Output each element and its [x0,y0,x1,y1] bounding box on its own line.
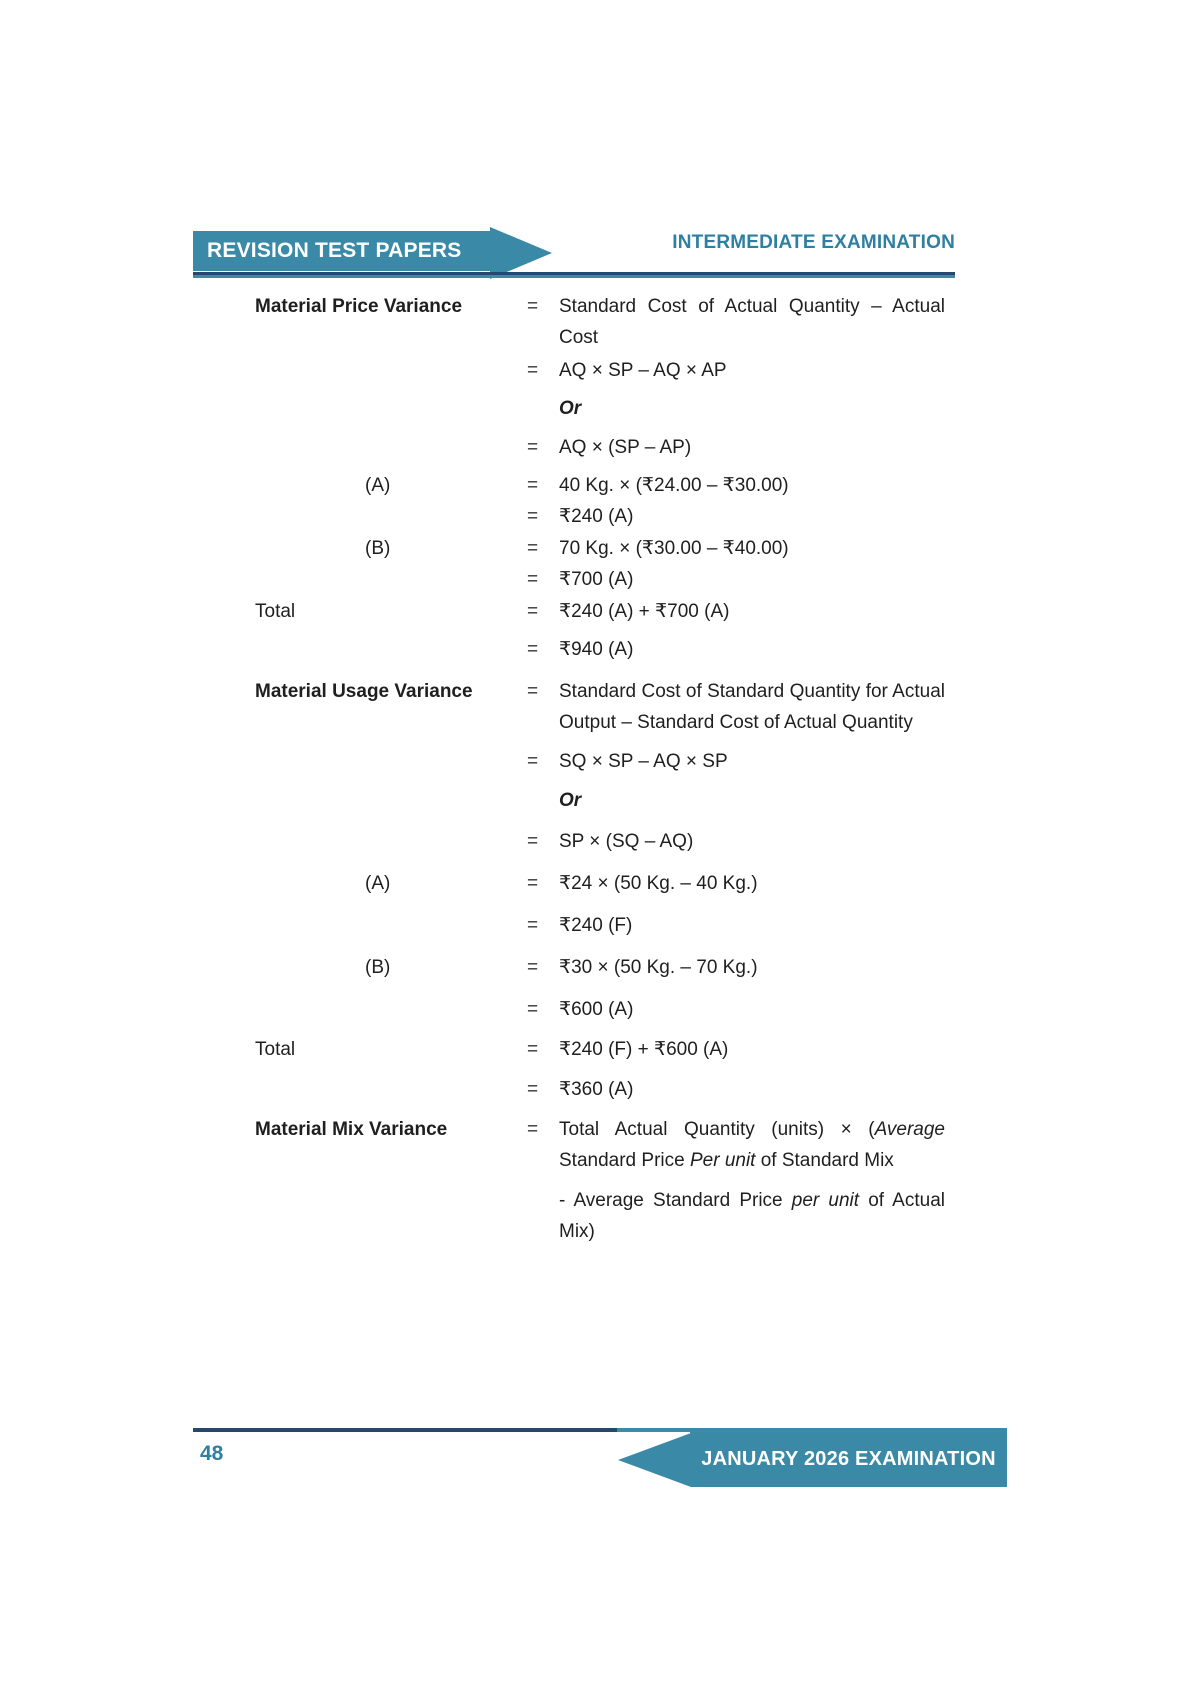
footer-banner-label: JANUARY 2026 EXAMINATION [701,1448,996,1470]
footer-banner-arrow [618,1433,691,1487]
row-value: Total Actual Quantity (units) × (Average Standard Price Per unit of Standard Mix [559,1119,945,1171]
equals-sign: = [527,360,539,381]
equals-sign: = [527,475,539,496]
row-value: ₹940 (A) [559,639,634,660]
table-row [255,355,945,386]
header-rule [193,272,955,278]
equals-sign: = [527,1039,539,1060]
table-row [255,868,945,899]
footer-rule-dark [193,1428,617,1432]
row-value: ₹240 (A) [559,506,634,527]
equals-sign: = [527,681,539,702]
table-row [255,393,945,424]
row-value: ₹240 (F) + ₹600 (A) [559,1039,729,1060]
page-number: 48 [200,1442,224,1465]
row-value: SQ × SP – AQ × SP [559,751,728,772]
table-row [255,910,945,941]
row-label: (A) [365,475,391,496]
table-row [255,1114,945,1176]
row-value: AQ × (SP – AP) [559,437,692,458]
table-row [255,501,945,532]
table-row [255,291,945,353]
table-row [255,785,945,816]
row-label: (B) [365,538,391,559]
equals-sign: = [527,639,539,660]
row-value: ₹24 × (50 Kg. – 40 Kg.) [559,873,758,894]
or-separator: Or [559,398,582,419]
equals-sign: = [527,1079,539,1100]
equals-sign: = [527,538,539,559]
equals-sign: = [527,437,539,458]
table-row [255,994,945,1025]
row-label: Total [255,1039,296,1060]
equals-sign: = [527,915,539,936]
equals-sign: = [527,569,539,590]
row-label: Material Price Variance [255,296,463,317]
row-value: ₹600 (A) [559,999,634,1020]
row-label: Total [255,601,296,622]
table-row [255,746,945,777]
table-row [255,826,945,857]
row-label: Material Usage Variance [255,681,473,702]
footer-banner [690,1432,1007,1487]
table-row [255,676,945,738]
table-row [255,432,945,463]
row-value: Standard Cost of Actual Quantity – Actual Cost [559,296,945,348]
row-value: - Average Standard Price per unit of Actual Mix) [559,1190,945,1242]
variance-formula-table [255,291,945,1247]
row-value: AQ × SP – AQ × AP [559,360,727,381]
table-row [255,952,945,983]
table-row [255,1185,945,1247]
arrow-left-icon [618,1433,691,1487]
table-row [255,1074,945,1105]
table-row [255,634,945,665]
table-row [255,564,945,595]
row-value: ₹240 (F) [559,915,633,936]
equals-sign: = [527,601,539,622]
row-value: ₹700 (A) [559,569,634,590]
equals-sign: = [527,999,539,1020]
table-row [255,470,945,501]
table-row [255,1034,945,1065]
row-value: 40 Kg. × (₹24.00 – ₹30.00) [559,475,789,496]
table-row [255,533,945,564]
equals-sign: = [527,873,539,894]
equals-sign: = [527,957,539,978]
equals-sign: = [527,831,539,852]
row-value: SP × (SQ – AQ) [559,831,694,852]
row-label: Material Mix Variance [255,1119,448,1140]
row-label: (A) [365,873,391,894]
row-value: ₹240 (A) + ₹700 (A) [559,601,730,622]
equals-sign: = [527,296,539,317]
row-value: 70 Kg. × (₹30.00 – ₹40.00) [559,538,789,559]
equals-sign: = [527,506,539,527]
row-value: ₹30 × (50 Kg. – 70 Kg.) [559,957,758,978]
row-label: (B) [365,957,391,978]
header-banner-label: REVISION TEST PAPERS [207,239,462,262]
table-row [255,596,945,627]
header-banner [193,231,492,271]
header-exam-title: INTERMEDIATE EXAMINATION [672,232,955,253]
row-value: Standard Cost of Standard Quantity for Actual Output – Standard Cost of Actual Quantity [559,681,945,733]
row-value: ₹360 (A) [559,1079,634,1100]
or-separator: Or [559,790,582,811]
equals-sign: = [527,1119,539,1140]
equals-sign: = [527,751,539,772]
